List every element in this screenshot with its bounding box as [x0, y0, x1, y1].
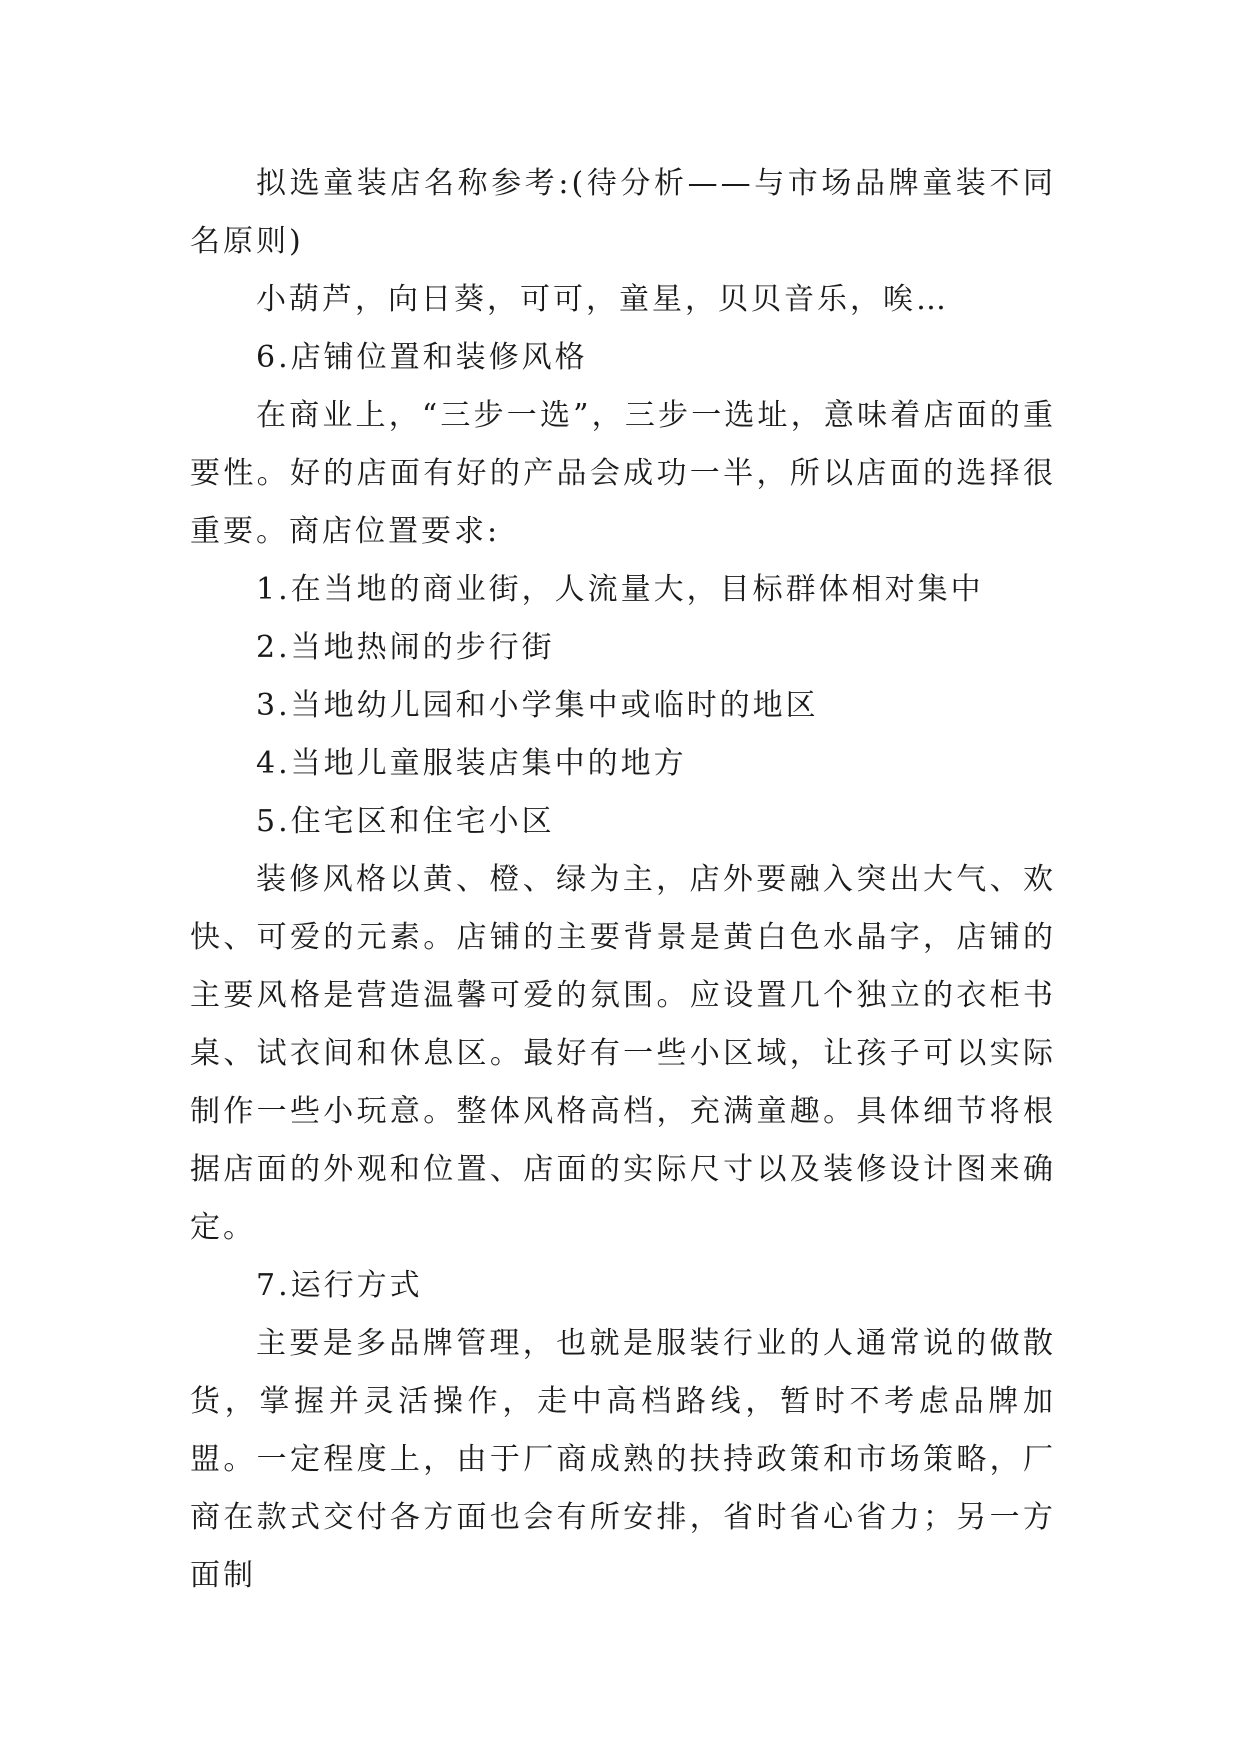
shop-name-reference-paragraph: 拟选童装店名称参考:(待分析——与市场品牌童装不同名原则)	[190, 166, 1056, 259]
decoration-style-paragraph: 装修风格以黄、橙、绿为主，店外要融入突出大气、欢快、可爱的元素。店铺的主要背景是黄白色水晶字，店铺的主要风格是营造温馨可爱的氛围。应设置几个独立的衣柜书桌、试衣间和休息区。最好有一些小区域，让孩子可以实际制作一些小玩意。整体风格高档，充满童趣。具体细节将根据店面的外观和位置、店面的实际尺寸以及装修设计图来确定。	[190, 862, 1056, 1245]
operation-mode-paragraph: 主要是多品牌管理，也就是服装行业的人通常说的做散货，掌握并灵活操作，走中高档路线，暂时不考虑品牌加盟。一定程度上，由于厂商成熟的扶持政策和市场策略，厂商在款式交付各方面也会有所安排，省时省心省力；另一方面制	[190, 1326, 1056, 1593]
section-heading-operation-mode: 7.运行方式	[256, 1268, 423, 1303]
shop-name-candidates-paragraph: 小葫芦，向日葵，可可，童星，贝贝音乐，唉…	[256, 282, 949, 317]
document-body	[190, 155, 1056, 1605]
location-importance-paragraph: 在商业上，“三步一选”，三步一选址，意味着店面的重要性。好的店面有好的产品会成功一半，所以店面的选择很重要。商店位置要求:	[190, 398, 1056, 549]
location-requirement-item: 3.当地幼儿园和小学集中或临时的地区	[256, 688, 819, 723]
section-heading-location-decoration: 6.店铺位置和装修风格	[256, 340, 588, 375]
location-requirement-item: 2.当地热闹的步行街	[256, 630, 555, 665]
location-requirement-item: 4.当地儿童服装店集中的地方	[256, 746, 687, 781]
location-requirement-item: 1.在当地的商业街，人流量大，目标群体相对集中	[256, 572, 984, 607]
location-requirement-item: 5.住宅区和住宅小区	[256, 804, 555, 839]
